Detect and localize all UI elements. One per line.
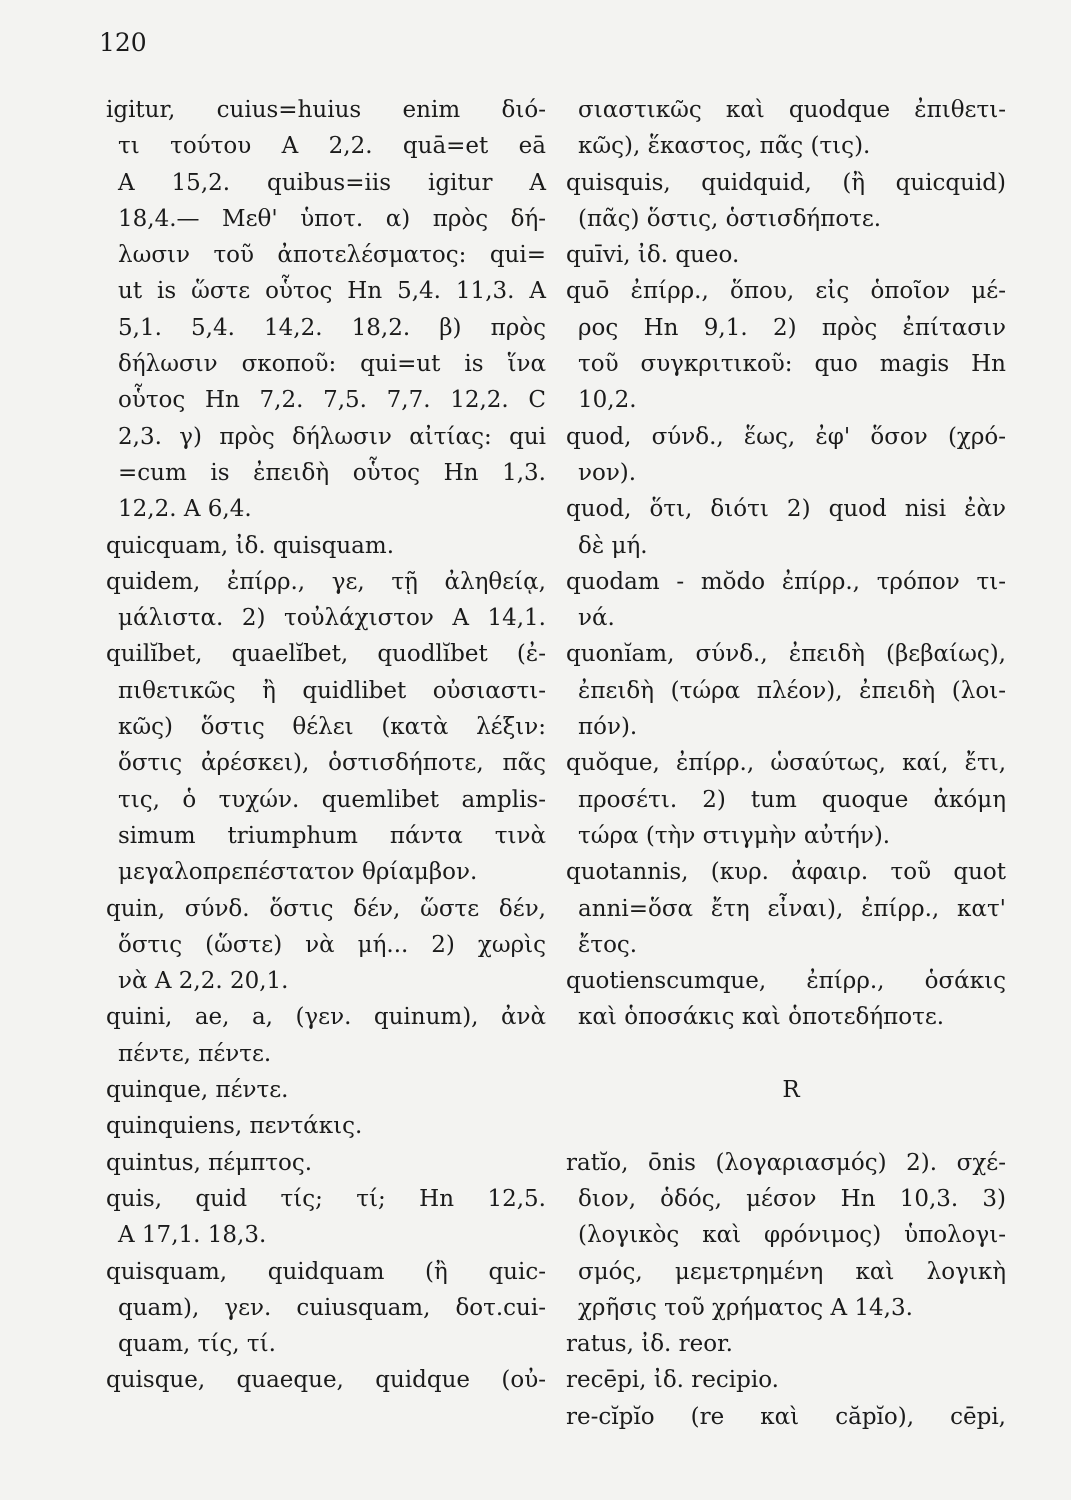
text-line: quintus, πέμπτος. bbox=[106, 1149, 313, 1176]
text-line: σιαστικῶς καὶ quodque ἐπιθετι- bbox=[578, 97, 1006, 123]
text-line: quŏque, ἐπίρρ., ὡσαύτως, καί, ἔτι, bbox=[566, 750, 1006, 777]
text-line: quisque, quaeque, quidque (οὐ- bbox=[106, 1367, 546, 1394]
text-line: τις, ὁ τυχών. quemlibet amplis- bbox=[118, 786, 546, 813]
text-line: quam, τίς, τί. bbox=[118, 1331, 276, 1358]
text-line: quisquam, quidquam (ἢ quic- bbox=[106, 1258, 546, 1285]
text-line: quod, σύνδ., ἕως, ἐφ' ὅσον (χρό- bbox=[566, 423, 1006, 450]
text-line: quini, ae, a, (γεν. quinum), ἀνὰ bbox=[106, 1004, 546, 1031]
text-line: re-cĭpĭo (re καὶ căpĭo), cēpi, bbox=[566, 1403, 1006, 1430]
text-line: τοῦ συγκριτικοῦ: quo magis Hn bbox=[578, 351, 1006, 378]
text-line: quin, σύνδ. ὅστις δέν, ὥστε δέν, bbox=[106, 895, 546, 922]
text-line: A 15,2. quibus=iis igitur A bbox=[118, 169, 546, 196]
text-line: 18,4.— Μεθ' ὑποτ. α) πρὸς δή- bbox=[118, 205, 546, 232]
text-line: τώρα (τὴν στιγμὴν αὐτήν). bbox=[578, 822, 891, 849]
text-line: quotienscumque, ἐπίρρ., ὁσάκις bbox=[566, 968, 1006, 995]
text-line: 5,1. 5,4. 14,2. 18,2. β) πρὸς bbox=[118, 314, 546, 341]
text-line: δὲ μή. bbox=[578, 532, 648, 559]
text-line bbox=[566, 1036, 1006, 1072]
text-line: νον). bbox=[578, 459, 637, 486]
text-line: simum triumphum πάντα τινὰ bbox=[118, 822, 546, 849]
text-line: quod, ὅτι, διότι 2) quod nisi ἐὰν bbox=[566, 496, 1006, 523]
text-line: σμός, μεμετρημένη καὶ λογικὴ bbox=[578, 1258, 1006, 1285]
text-line: οὗτος Hn 7,2. 7,5. 7,7. 12,2. C bbox=[118, 387, 546, 414]
text-line: quam), γεν. cuiusquam, δοτ.cui- bbox=[118, 1294, 546, 1321]
text-line: πιθετικῶς ἢ quidlibet οὐσιαστι- bbox=[118, 677, 546, 704]
text-line: =cum is ἐπειδὴ οὗτος Hn 1,3. bbox=[118, 459, 546, 486]
right-column bbox=[566, 92, 1006, 1435]
text-line: προσέτι. 2) tum quoque ἀκόμη bbox=[578, 786, 1006, 813]
text-line: κῶς), ἕκαστος, πᾶς (τις). bbox=[578, 133, 871, 160]
text-line: τι τούτου A 2,2. quā=et eā bbox=[118, 133, 546, 160]
text-line: λωσιν τοῦ ἀποτελέσματος: qui= bbox=[118, 242, 546, 269]
page-number: 120 bbox=[99, 28, 147, 57]
text-line: 2,3. γ) πρὸς δήλωσιν αἰτίας: qui bbox=[118, 423, 546, 450]
text-line: quinquiens, πεντάκις. bbox=[106, 1113, 363, 1140]
text-line: quilĭbet, quaelĭbet, quodlĭbet (ἐ- bbox=[106, 641, 546, 668]
text-line: quidem, ἐπίρρ., γε, τῇ ἀληθείᾳ, bbox=[106, 568, 546, 595]
text-line: 12,2. A 6,4. bbox=[118, 496, 252, 523]
text-line: quonĭam, σύνδ., ἐπειδὴ (βεβαίως), bbox=[566, 641, 1006, 668]
text-line: κῶς) ὅστις θέλει (κατὰ λέξιν: bbox=[118, 714, 546, 741]
text-line: recēpi, ἰδ. recipio. bbox=[566, 1367, 779, 1394]
text-line: (πᾶς) ὅστις, ὁστισδήποτε. bbox=[578, 205, 882, 232]
text-line: ratus, ἰδ. reor. bbox=[566, 1331, 733, 1358]
text-line: quinque, πέντε. bbox=[106, 1077, 289, 1104]
text-line: διον, ὁδός, μέσον Hn 10,3. 3) bbox=[578, 1185, 1006, 1212]
text-line: μεγαλοπρεπέστατον θρίαμβον. bbox=[118, 859, 478, 886]
text-line: νά. bbox=[578, 605, 615, 632]
text-line: καὶ ὁποσάκις καὶ ὁποτεδήποτε. bbox=[578, 1004, 945, 1031]
text-line: quīvi, ἰδ. queo. bbox=[566, 242, 740, 269]
text-line: igitur, cuius=huius enim διό- bbox=[106, 97, 546, 123]
text-line: quodam - mŏdo ἐπίρρ., τρόπον τι- bbox=[566, 568, 1006, 595]
text-line: quotannis, (κυρ. ἀφαιρ. τοῦ quot bbox=[566, 859, 1006, 886]
text-line: quō ἐπίρρ., ὅπου, εἰς ὁποῖον μέ- bbox=[566, 278, 1006, 305]
text-line: πέντε, πέντε. bbox=[118, 1040, 272, 1067]
section-heading: R bbox=[782, 1077, 800, 1104]
left-column bbox=[106, 92, 546, 1399]
text-line: ὅστις (ὥστε) νὰ μή... 2) χωρὶς bbox=[118, 931, 546, 958]
text-line bbox=[566, 1108, 1006, 1144]
text-line: μάλιστα. 2) τοὐλάχιστον A 14,1. bbox=[118, 605, 546, 632]
text-line: ἔτος. bbox=[578, 931, 638, 958]
text-line: quicquam, ἰδ. quisquam. bbox=[106, 532, 395, 559]
text-line: ρος Hn 9,1. 2) πρὸς ἐπίτασιν bbox=[578, 314, 1006, 341]
text-line: 10,2. bbox=[578, 387, 637, 414]
text-line: ὅστις ἀρέσκει), ὁστισδήποτε, πᾶς bbox=[118, 750, 546, 777]
text-line: δήλωσιν σκοποῦ: qui=ut is ἵνα bbox=[118, 351, 546, 378]
text-line: (λογικὸς καὶ φρόνιμος) ὑπολογι- bbox=[578, 1222, 1006, 1249]
text-line: ratĭo, ōnis (λογαριασμός) 2). σχέ- bbox=[566, 1149, 1006, 1176]
text-line: quisquis, quidquid, (ἢ quicquid) bbox=[566, 169, 1006, 196]
text-line: νὰ A 2,2. 20,1. bbox=[118, 968, 289, 995]
text-line: ut is ὥστε οὗτος Hn 5,4. 11,3. A bbox=[118, 278, 546, 305]
text-line: A 17,1. 18,3. bbox=[118, 1222, 267, 1249]
text-line: πόν). bbox=[578, 714, 638, 741]
text-line: anni=ὅσα ἔτη εἶναι), ἐπίρρ., κατ' bbox=[578, 895, 1006, 922]
text-line: ἐπειδὴ (τώρα πλέον), ἐπειδὴ (λοι- bbox=[578, 677, 1006, 704]
text-line: quis, quid τίς; τί; Hn 12,5. bbox=[106, 1185, 546, 1212]
text-line: χρῆσις τοῦ χρήματος A 14,3. bbox=[578, 1294, 913, 1321]
